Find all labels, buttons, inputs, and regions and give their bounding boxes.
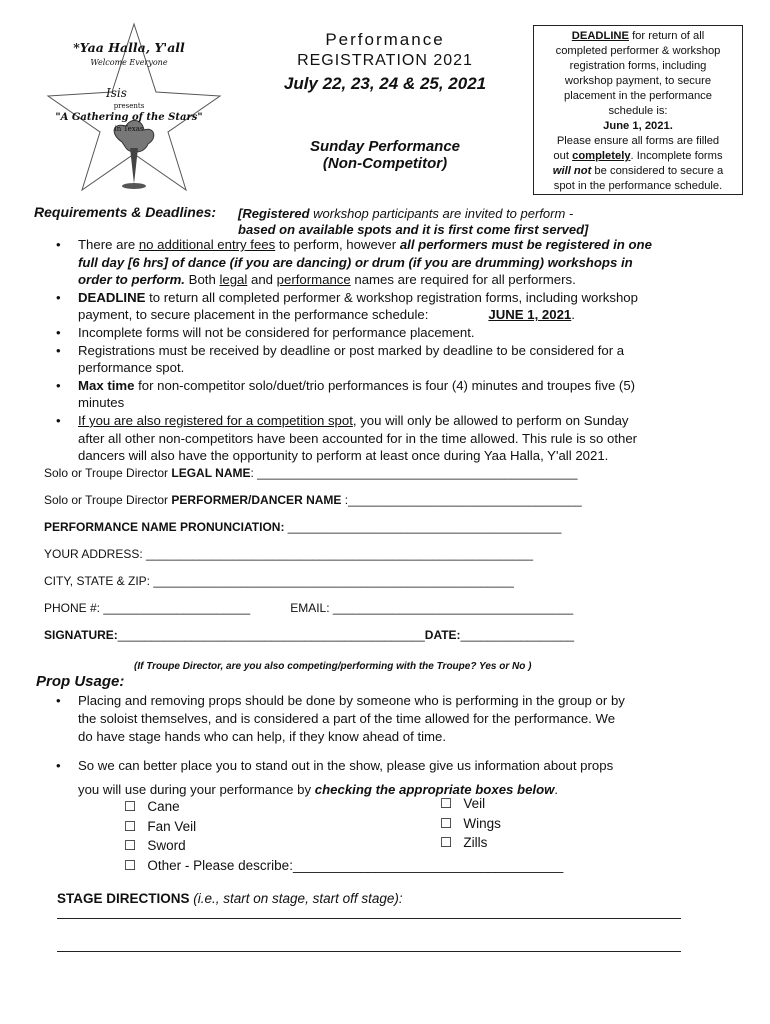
text: legal [219, 272, 248, 288]
title-non-competitor: (Non-Competitor) [322, 155, 448, 172]
prop-list [56, 692, 716, 802]
text: So we can better place you to stand out in the show, please give us information about props [78, 758, 614, 773]
list-item: • Max time for non-competitor solo/duet/trio performances is four (4) minutes and troupes five (5) minutes [56, 377, 636, 411]
logo-subtitle: "A Gathering of the Stars" [55, 112, 203, 123]
registration-form [44, 466, 724, 672]
troupe-note: (If Troupe Director, are you also competing/performing with the Troupe? Yes or No ) [134, 661, 532, 672]
prop-usage-heading: Prop Usage: [36, 673, 125, 690]
text: performance [276, 272, 351, 288]
text: , you will only be allowed to perform on Sunday [352, 412, 629, 428]
signature-date-row [44, 628, 724, 655]
text: after all other non-competitors have been accounted for in the time allowed. This rule is so other [78, 430, 638, 446]
deadline-text: be considered to secure a [591, 165, 724, 177]
label: Other - Please describe: [147, 857, 293, 873]
label: Zills [463, 835, 488, 850]
text: There are [78, 237, 139, 252]
text: and [247, 272, 277, 288]
checkbox-icon: ☐ [124, 857, 137, 873]
text: DEADLINE [78, 289, 146, 305]
legal-name-field[interactable] [44, 466, 724, 493]
label: Wings [463, 815, 501, 831]
prop-checkbox-other[interactable] [124, 856, 563, 876]
date-field[interactable]: _________________ [460, 628, 575, 642]
checkbox-icon: ☐ [440, 796, 453, 811]
list-item: • Placing and removing props should be done by someone who is performing in the group or by the soloist themselves, and is considered a part of the time allowed for the performance. We do have stage hands who can help, if they know ahead of time. [56, 693, 625, 744]
label: LEGAL NAME [171, 466, 251, 480]
title-dates: July 22, 23, 24 & 25, 2021 [283, 74, 487, 93]
text: Max time [78, 377, 135, 393]
checkbox-icon: ☐ [124, 799, 137, 814]
deadline-text: completed performer & workshop [555, 45, 721, 57]
title-line-1: Performance [325, 30, 445, 49]
blank-line: : ________________________________________________ [250, 466, 578, 480]
label: STAGE DIRECTIONS [57, 891, 190, 906]
blank-line: _________________________________________ [284, 520, 562, 534]
phone-field[interactable]: PHONE #: ______________________ [44, 601, 251, 615]
text: Registrations must be received by deadline or post marked by deadline to be considered for a [78, 342, 625, 358]
label: Solo or Troupe Director [44, 493, 172, 507]
stage-directions-line-2[interactable] [57, 951, 681, 952]
other-description-field[interactable]: ____________________________________ [292, 857, 564, 873]
deadline-label: DEADLINE [571, 30, 629, 42]
deadline-box [533, 25, 743, 195]
prop-checkbox-wings[interactable] [440, 814, 501, 834]
pronunciation-field[interactable] [44, 520, 724, 547]
deadline-text: registration forms, including [569, 60, 707, 72]
deadline-emphasis: completely [572, 150, 631, 162]
deadline-emphasis: will not [552, 165, 592, 177]
text: payment, to secure placement in the performance schedule: [78, 307, 429, 323]
text: minutes [78, 395, 125, 411]
logo-presents: presents [113, 102, 145, 110]
signature-field[interactable]: ______________________________________________ [117, 628, 425, 642]
text: to perform, however [275, 237, 400, 252]
deadline-text: for return of all [628, 30, 705, 42]
logo-title: *Yaa Halla, Y'all [73, 40, 185, 55]
text: . [571, 307, 575, 323]
performer-name-field[interactable] [44, 493, 724, 520]
blank-line: :___________________________________ [341, 493, 582, 507]
checkbox-icon: ☐ [124, 838, 137, 853]
text: If you are also registered for a competition spot [78, 412, 353, 428]
text: do have stage hands who can help, if they know ahead of time. [78, 729, 447, 744]
stage-directions-label [57, 891, 403, 906]
list-item: • There are no additional entry fees to perform, however all performers must be registered in one full day [6 hrs] of dance (if you are dancing) or drum (if you are drumming) workshops in order to perform. Both legal and performance names are required for all performers. [56, 237, 652, 288]
requirements-list [56, 236, 716, 465]
prop-checkbox-veil[interactable] [440, 794, 501, 814]
logo-isis: Isis [106, 86, 127, 100]
text: all performers must be registered in one [399, 237, 652, 252]
list-item: • Incomplete forms will not be considered for performance placement. [56, 324, 475, 340]
text: full day [6 hrs] of dance (if you are dancing) or drum (if you are drumming) workshops in [78, 254, 633, 270]
text: performance spot. [78, 360, 185, 376]
text: Both [184, 272, 220, 288]
title-sunday: Sunday Performance [309, 138, 461, 155]
deadline-text: Please ensure all forms are filled [556, 135, 720, 147]
list-item: • If you are also registered for a competition spot, you will only be allowed to perform on Sunday after all other non-competitors have been accounted for in the time allowed. This rule is so other dancers will also have the opportunity to perform at least once during Yaa Halla, Y'all 2021. [56, 412, 638, 464]
text: you will use during your performance by [78, 782, 315, 797]
hint: (i.e., start on stage, start off stage): [189, 891, 403, 906]
address-field[interactable]: YOUR ADDRESS: __________________________________________________________ [44, 547, 534, 561]
text: dancers will also have the opportunity to perform at least once during Yaa Halla, Y'all 2021. [78, 448, 609, 464]
requirements-note [238, 206, 618, 238]
deadline-text: schedule is: [608, 105, 668, 117]
label: Solo or Troupe Director [44, 466, 172, 480]
checkbox-icon: ☐ [124, 818, 137, 834]
city-state-zip-field[interactable]: CITY, STATE & ZIP: ______________________________________________________ [44, 574, 514, 588]
text: Placing and removing props should be done by someone who is performing in the group or by [78, 693, 625, 708]
list-item: • DEADLINE to return all completed performer & workshop registration forms, including workshop payment, to secure placement in the performance schedule: JUNE 1, 2021. [56, 289, 638, 323]
label: Fan Veil [147, 818, 197, 834]
deadline-text: spot in the performance schedule. [553, 180, 723, 192]
deadline-text: . Incomplete forms [630, 150, 723, 162]
prop-checklist-right [440, 794, 501, 853]
text: JUNE 1, 2021 [488, 307, 572, 323]
deadline-date: June 1, 2021. [603, 120, 673, 132]
deadline-text: out [553, 150, 573, 162]
list-item: • Registrations must be received by deadline or post marked by deadline to be considered for a performance spot. [56, 342, 625, 376]
email-field[interactable]: EMAIL: ____________________________________ [290, 601, 574, 615]
title-line-2: REGISTRATION 2021 [297, 52, 473, 69]
stage-directions-line-1[interactable] [57, 918, 681, 919]
text: the soloist themselves, and is considered a part of the time allowed for the performance. We [78, 711, 616, 726]
logo-location: in Texas [114, 125, 144, 133]
list-item: • So we can better place you to stand out in the show, please give us information about props you will use during your performance by checking the appropriate boxes below. [56, 758, 614, 797]
note-text: workshop participants are invited to perform - [309, 206, 574, 221]
text: to return all completed performer & workshop registration forms, including workshop [145, 289, 638, 305]
label: Cane [147, 799, 180, 814]
label: DATE: [424, 628, 461, 642]
note-registered: [Registered [238, 206, 310, 221]
requirements-heading: Requirements & Deadlines: [34, 204, 217, 220]
text: names are required for all performers. [350, 272, 576, 288]
checkbox-icon: ☐ [440, 815, 453, 831]
deadline-text: workshop payment, to secure [564, 75, 712, 87]
text: no additional entry fees [138, 237, 276, 252]
label: PERFORMANCE NAME PRONUNCIATION: [44, 520, 285, 534]
text: order to perform. [78, 272, 185, 288]
note-text: based on available spots and it is first come first served] [238, 222, 589, 237]
phone-email-row [44, 601, 724, 628]
prop-checkbox-zills[interactable] [440, 833, 501, 853]
page-title-block [260, 30, 510, 172]
label: Veil [463, 796, 486, 811]
text: checking the appropriate boxes below [314, 782, 555, 797]
label: PERFORMER/DANCER NAME [171, 493, 342, 507]
checkbox-icon: ☐ [440, 835, 453, 850]
logo-welcome: Welcome Everyone [90, 58, 168, 67]
label: SIGNATURE: [44, 628, 118, 642]
text: for non-competitor solo/duet/trio performances is four (4) minutes and troupes five (5) [134, 377, 636, 393]
text: Incomplete forms will not be considered for performance placement. [78, 324, 475, 340]
text: . [554, 782, 559, 797]
label: Sword [147, 838, 186, 853]
event-logo [34, 14, 224, 200]
deadline-text: placement in the performance [563, 90, 712, 102]
